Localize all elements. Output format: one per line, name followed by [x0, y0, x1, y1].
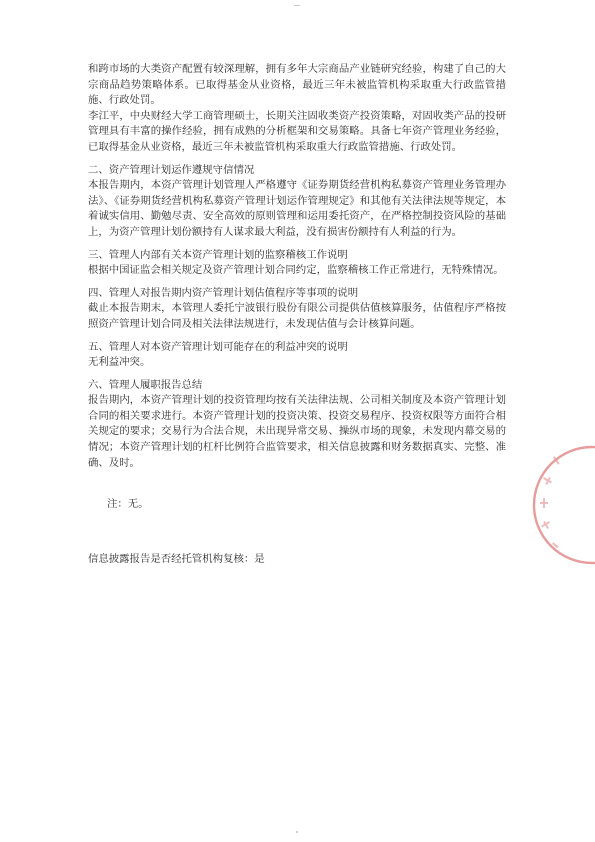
section-compliance [88, 163, 506, 241]
section-heading: 四、管理人对报告期内资产管理计划估值程序等事项的说明 [88, 286, 359, 299]
section-body: 本报告期内，本资产管理计划管理人严格遵守《证券期货经营机构私募资产管理业务管理办法》、《证券期货经营机构私募资产管理计划运作管理规定》和其他有关法律法规等规定，本着诚实信用、勤勉尽责、安全高效的原则管理和运用委托资产，在严格控制投资风险的基础上，为资产管理计划份额持有人谋求最大利益，没有损害份额持有人利益的行为。 [88, 179, 506, 238]
seal-graphic [522, 440, 595, 570]
section-conflict-of-interest [88, 340, 506, 371]
custody-review-statement: 信息披露报告是否经托管机构复核：是 [88, 553, 265, 565]
note: 注：无。 [107, 498, 149, 510]
section-heading: 三、管理人内部有关本资产管理计划的监察稽核工作说明 [88, 248, 348, 261]
section-summary [88, 378, 506, 472]
manager-bio-paragraph: 李江平，中央财经大学工商管理硕士，长期关注固收类资产投资策略，对固收类产品的投研管理具有丰富的操作经验，拥有成熟的分析框架和交易策略。具备七年资产管理业务经验，已取得基金从业资格，最近三年未被监管机构采取重大行政监管措施、行政处罚。 [88, 109, 506, 153]
section-body: 无利益冲突。 [88, 356, 151, 369]
section-body: 截止本报告期末，本管理人委托宁波银行股份有限公司提供估值核算服务，估值程序严格按照资产管理计划合同及相关法律法规进行，未发现估值与会计核算问题。 [88, 302, 506, 330]
manager-bio-paragraph: 和跨市场的大类资产配置有较深理解，拥有多年大宗商品产业链研究经验，构建了自己的大宗商品趋势策略体系。已取得基金从业资格，最近三年未被监管机构采取重大行政监管措施、行政处罚。 [88, 63, 506, 107]
scan-artifact-top [294, 5, 300, 6]
scan-artifact-bottom [296, 831, 298, 833]
section-body: 根据中国证监会相关规定及资产管理计划合同约定，监察稽核工作正常进行，无特殊情况。 [88, 264, 504, 277]
section-valuation [88, 286, 506, 333]
section-audit [88, 248, 506, 279]
section-body: 报告期内，本资产管理计划的投资管理均按有关法律法规、公司相关制度及本资产管理计划合同的相关要求进行。本资产管理计划的投资决策、投资交易程序、投资权限等方面符合相关规定的要求；交易行为合法合规，未出现异常交易、操纵市场的现象，未发现内幕交易的情况；本资产管理计划的杠杆比例符合监管要求，相关信息披露和财务数据真实、完整、准确、及时。 [88, 394, 506, 469]
section-heading: 六、管理人履职报告总结 [88, 378, 203, 391]
section-heading: 五、管理人对本资产管理计划可能存在的利益冲突的说明 [88, 340, 348, 353]
company-seal [522, 440, 595, 570]
report-body [88, 62, 506, 471]
section-heading: 二、资产管理计划运作遵规守信情况 [88, 163, 255, 176]
